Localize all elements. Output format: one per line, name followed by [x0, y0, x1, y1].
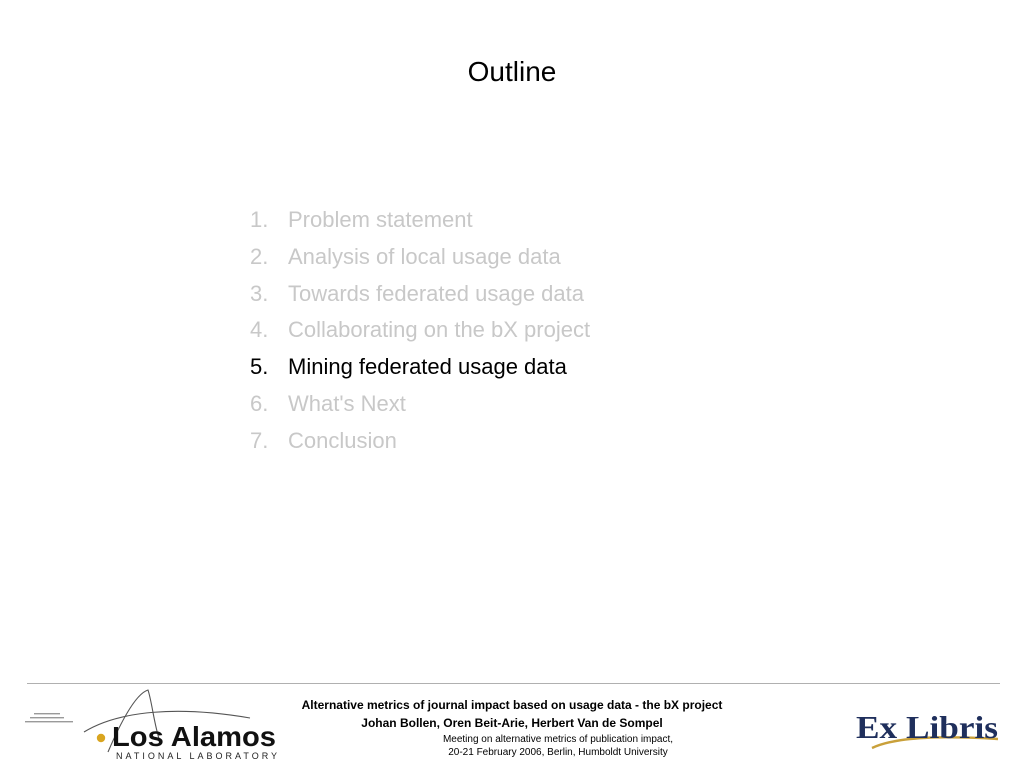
outline-list: [250, 202, 590, 460]
outline-item-local-usage: [250, 239, 590, 276]
outline-item-number: 3.: [250, 280, 269, 306]
ex-libris-logo: [852, 706, 1004, 756]
outline-item-collaborating: [250, 312, 590, 349]
footer-meeting-line1: Meeting on alternative metrics of publication impact,: [442, 734, 674, 745]
outline-item-label: Mining federated usage data: [288, 354, 567, 380]
outline-item-label: Conclusion: [288, 427, 397, 453]
footer-talk-title: Alternative metrics of journal impact based on usage data - the bX project: [301, 698, 723, 712]
outline-item-problem-statement: [250, 202, 590, 239]
outline-item-label: Collaborating on the bX project: [288, 317, 591, 343]
outline-item-federated-usage: [250, 276, 590, 313]
outline-item-number: 7.: [250, 427, 269, 453]
footer-meeting-line2: 20-21 February 2006, Berlin, Humboldt University: [448, 747, 668, 758]
slide-title: Outline: [467, 56, 557, 87]
outline-item-whats-next: [250, 386, 590, 423]
institution-wordmark-logo: [22, 712, 76, 726]
footer-authors: Johan Bollen, Oren Beit-Arie, Herbert Van de Sompel: [361, 716, 663, 730]
footer-meeting-info: [358, 733, 758, 759]
ex-libris-name: Ex Libris: [856, 709, 998, 745]
outline-item-mining: [250, 349, 590, 386]
lanl-name: Los Alamos: [112, 721, 276, 752]
outline-item-number: 1.: [250, 207, 269, 232]
outline-item-number: 5.: [250, 354, 269, 380]
outline-item-number: 6.: [250, 390, 269, 416]
outline-item-number: 4.: [250, 317, 269, 343]
outline-item-label: What's Next: [288, 390, 406, 416]
footer-talk-info: [212, 696, 812, 732]
lanl-subtitle: NATIONAL LABORATORY: [116, 751, 280, 761]
outline-item-conclusion: [250, 423, 590, 460]
outline-item-number: 2.: [250, 243, 269, 269]
outline-item-label: Towards federated usage data: [288, 280, 584, 306]
outline-item-label: Analysis of local usage data: [288, 243, 561, 269]
outline-item-label: Problem statement: [288, 207, 473, 232]
lanl-dot: [97, 734, 105, 742]
